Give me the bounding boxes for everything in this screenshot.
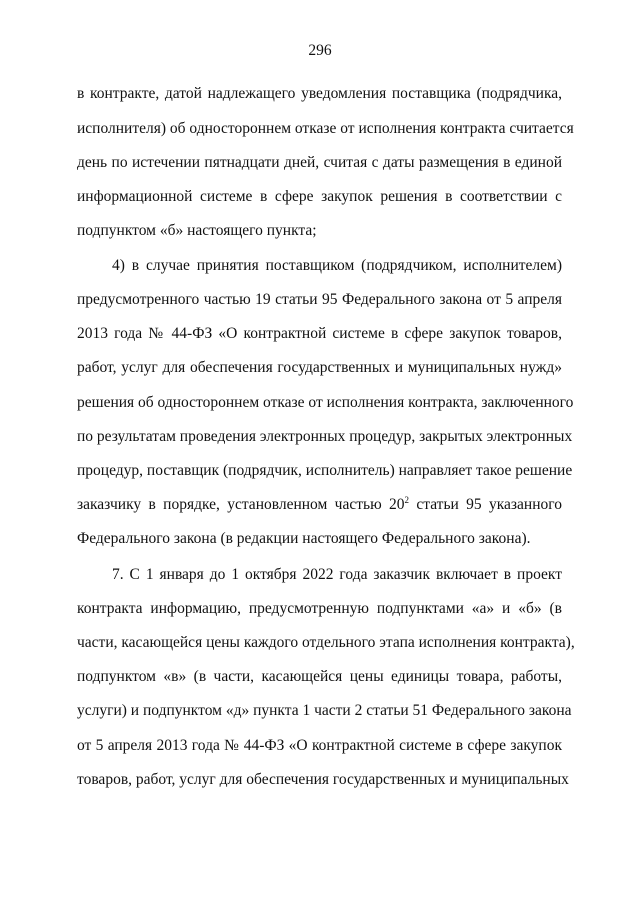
paragraph-3-line-3: части, касающейся цены каждого отдельного этапа исполнения контракта),	[77, 634, 575, 651]
paragraph-3-line-7: товаров, работ, услуг для обеспечения государственных и муниципальных	[77, 771, 569, 788]
paragraph-2-line-9: Федерального закона (в редакции настоящего Федерального закона).	[77, 530, 531, 547]
paragraph-1-line-2: исполнителя) об одностороннем отказе от исполнения контракта считается	[77, 120, 574, 137]
paragraph-3-line-1: 7. С 1 января до 1 октября 2022 года заказчик включает в проект	[112, 566, 562, 583]
paragraph-2-line-8	[77, 497, 562, 513]
paragraph-1-line-3: день по истечении пятнадцати дней, считая с даты размещения в единой	[77, 154, 562, 171]
paragraph-2-line-5: решения об одностороннем отказе от исполнения контракта, заключенного	[77, 394, 574, 411]
paragraph-1-line-4: информационной системе в сфере закупок решения в соответствии с	[77, 188, 562, 205]
paragraph-2-line-6: по результатам проведения электронных процедур, закрытых электронных	[77, 428, 573, 445]
paragraph-3-line-5: услуги) и подпунктом «д» пункта 1 части 2 статьи 51 Федерального закона	[77, 702, 572, 719]
paragraph-2-line-2: предусмотренного частью 19 статьи 95 Федерального закона от 5 апреля	[77, 291, 562, 308]
paragraph-2-line-7: процедур, поставщик (подрядчик, исполнитель) направляет такое решение	[77, 462, 573, 479]
paragraph-3-line-4: подпунктом «в» (в части, касающейся цены единицы товара, работы,	[77, 668, 562, 685]
paragraph-1-line-1: в контракте, датой надлежащего уведомления поставщика (подрядчика,	[77, 85, 562, 102]
paragraph-2-line-4: работ, услуг для обеспечения государственных и муниципальных нужд»	[77, 359, 562, 376]
paragraph-2-line-1: 4) в случае принятия поставщиком (подрядчиком, исполнителем)	[112, 257, 562, 274]
superscript-2: 2	[404, 495, 409, 505]
paragraph-1-line-5: подпунктом «б» настоящего пункта;	[77, 222, 317, 239]
line-text-after-sup: статьи 95 указанного	[409, 496, 562, 513]
paragraph-3-line-2: контракта информацию, предусмотренную подпунктами «а» и «б» (в	[77, 600, 562, 617]
page-number: 296	[308, 42, 332, 59]
paragraph-3-line-6: от 5 апреля 2013 года № 44-ФЗ «О контрактной системе в сфере закупок	[77, 737, 562, 754]
paragraph-2-line-3: 2013 года № 44-ФЗ «О контрактной системе в сфере закупок товаров,	[77, 325, 562, 342]
line-text-before-sup: заказчику в порядке, установленном частью 20	[77, 496, 405, 513]
